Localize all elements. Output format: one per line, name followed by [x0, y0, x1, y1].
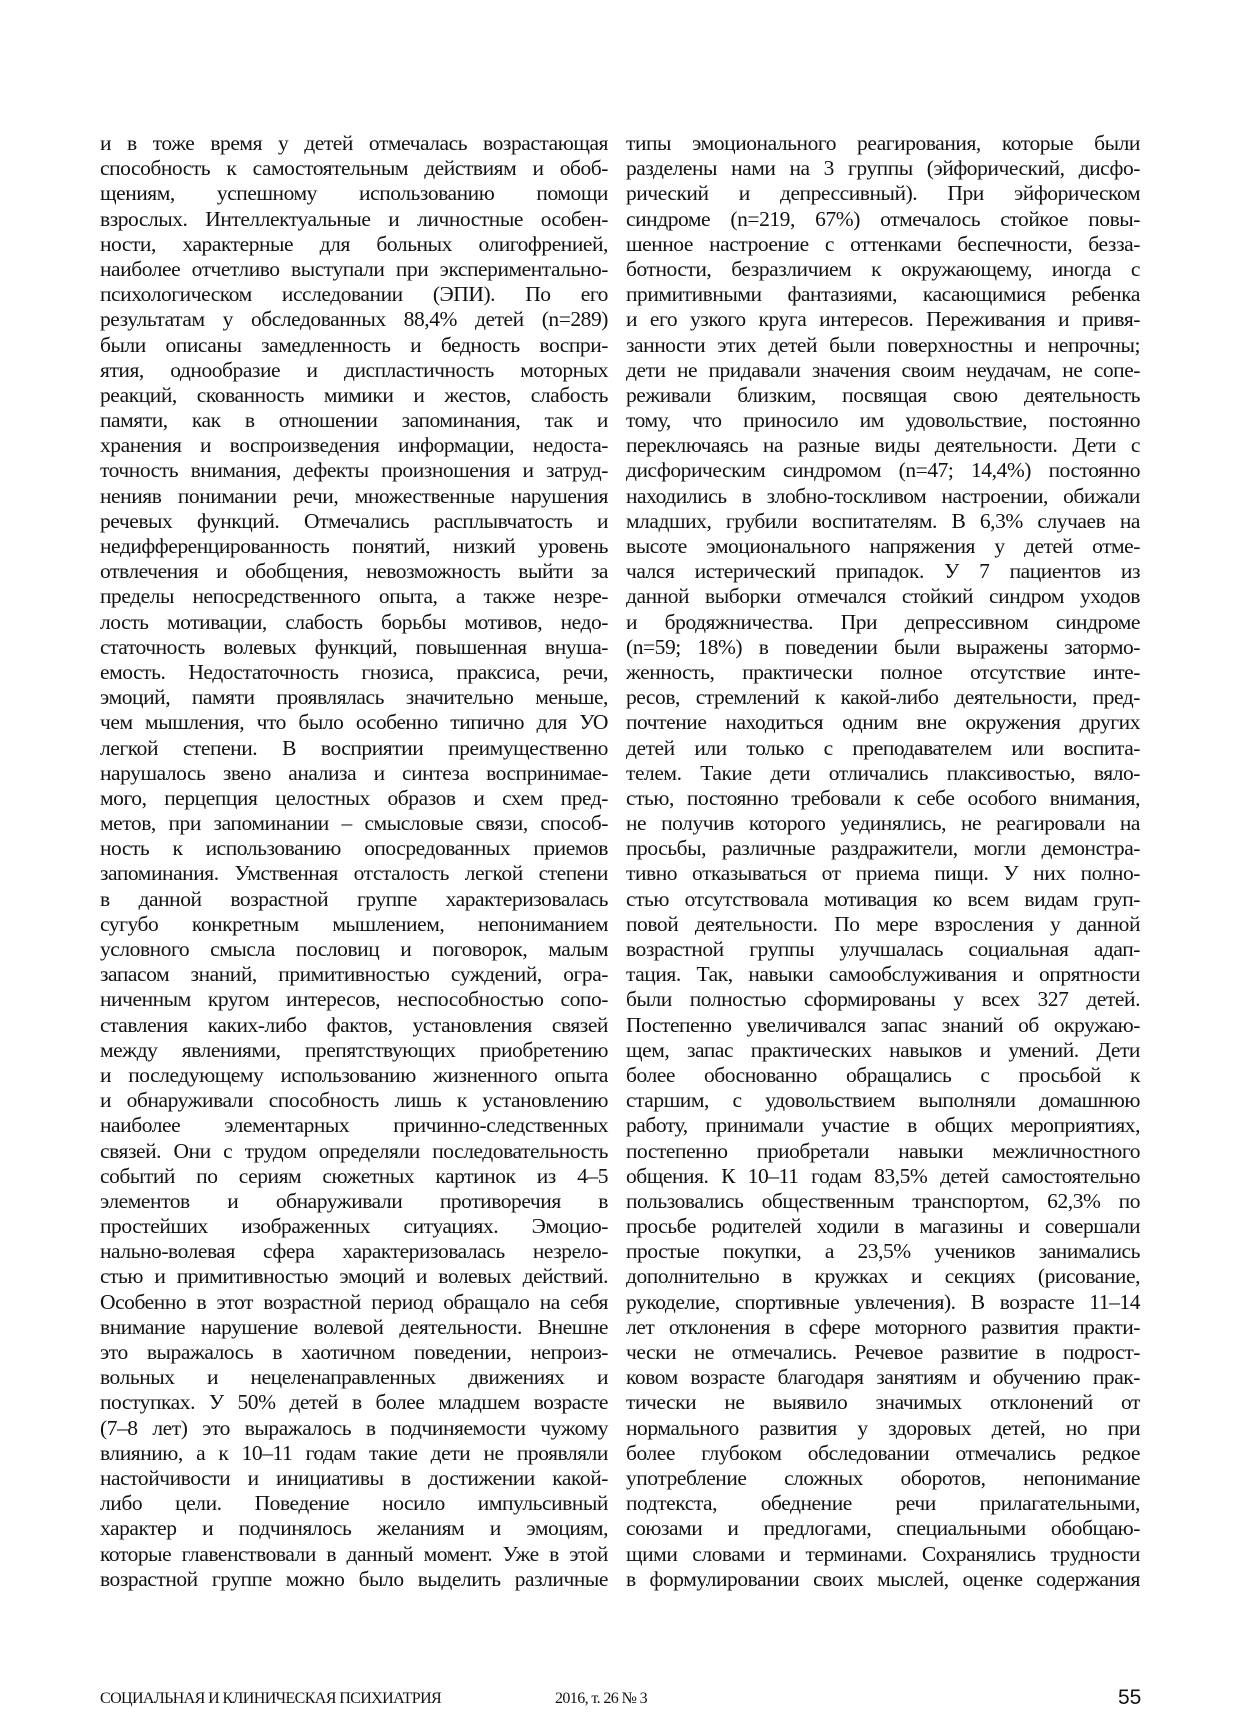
text-line: запоминания. Умственная отсталость легкой степени [100, 861, 608, 886]
text-line: которые главенствовали в данный момент. Уже в этой [100, 1541, 608, 1566]
text-line: дополнительно в кружках и секциях (рисование, [626, 1264, 1140, 1289]
text-line: ресов, стремлений к какой-либо деятельности, пред- [626, 685, 1140, 710]
text-line: ниченным кругом интересов, неспособностью сопо- [100, 987, 608, 1012]
text-line: пользовались общественным транспортом, 62,3% по [626, 1188, 1140, 1213]
text-line: статочность волевых функций, повышенная внуша- [100, 634, 608, 659]
text-line: стью и примитивностью эмоций и волевых действий. [100, 1264, 608, 1289]
text-line: тация. Так, навыки самообслуживания и опрятности [626, 962, 1140, 987]
text-line: ятия, однообразие и диспластичность моторных [100, 357, 608, 382]
text-line: нально-волевая сфера характеризовалась незрело- [100, 1239, 608, 1264]
text-line: чался истерический припадок. У 7 пациентов из [626, 559, 1140, 584]
text-line: союзами и предлогами, специальными обобщаю- [626, 1516, 1140, 1541]
text-line: и бродяжничества. При депрессивном синдроме [626, 609, 1140, 634]
text-line: женность, практически полное отсутствие инте- [626, 659, 1140, 684]
text-line: постепенно приобретали навыки межличностного [626, 1138, 1140, 1163]
text-line: детей или только с преподавателем или воспита- [626, 735, 1140, 760]
text-line: дисфорическим синдромом (n=47; 14,4%) постоянно [626, 458, 1140, 483]
text-line: ковом возрасте благодаря занятиям и обучению прак- [626, 1365, 1140, 1390]
text-line: эмоций, памяти проявлялась значительно меньше, [100, 685, 608, 710]
text-line: емость. Недостаточность гнозиса, праксиса, речи, [100, 659, 608, 684]
text-line: условного смысла пословиц и поговорок, малым [100, 937, 608, 961]
text-line: простейших изображенных ситуациях. Эмоцио- [100, 1214, 608, 1239]
text-line: метов, при запоминании – смысловые связи, способ- [100, 811, 608, 836]
text-line: повой деятельности. По мере взросления у данной [626, 911, 1140, 936]
text-line: находились в злобно-тоскливом настроении, обижали [626, 483, 1140, 508]
text-line: дети не придавали значения своим неудачам, не сопе- [626, 357, 1140, 382]
text-line: лет отклонения в сфере моторного развития практи- [626, 1314, 1140, 1339]
text-line: ности, характерные для больных олигофренией, [100, 231, 608, 256]
text-line: шенное настроение с оттенками беспечности, безза- [626, 231, 1140, 256]
text-line: ботности, безразличием к окружающему, иногда с [626, 256, 1140, 281]
text-line: не получив которого уединялись, не реагировали на [626, 811, 1140, 836]
text-line: тически не выявило значимых отклонений от [626, 1390, 1140, 1415]
text-line: ненияв понимании речи, множественные нарушения [100, 483, 608, 508]
text-line: младших, грубили воспитателям. В 6,3% случаев на [626, 508, 1140, 533]
text-line: точность внимания, дефекты произношения и затруд- [100, 458, 608, 483]
text-line: возрастной группы улучшалась социальная адап- [626, 937, 1140, 961]
text-line: типы эмоционального реагирования, которые были [626, 131, 1140, 155]
text-line: реакций, скованность мимики и жестов, слабость [100, 382, 608, 407]
text-line: синдроме (n=219, 67%) отмечалось стойкое повы- [626, 206, 1140, 231]
text-line: примитивными фантазиями, касающимися ребенка [626, 282, 1140, 307]
page-number: 55 [1118, 1686, 1142, 1709]
text-line: психологическом исследовании (ЭПИ). По его [100, 282, 608, 307]
text-line: употребление сложных оборотов, непонимание [626, 1465, 1140, 1490]
text-column-right [626, 131, 1140, 1592]
text-line: отвлечения и обобщения, невозможность выйти за [100, 559, 608, 584]
text-column-left [100, 131, 608, 1592]
text-line: либо цели. Поведение носило импульсивный [100, 1491, 608, 1516]
text-line: общения. К 10–11 годам 83,5% детей самостоятельно [626, 1163, 1140, 1188]
text-line: высоте эмоционального напряжения у детей отме- [626, 534, 1140, 558]
text-line: настойчивости и инициативы в достижении какой- [100, 1465, 608, 1490]
text-line: щими словами и терминами. Сохранялись трудности [626, 1541, 1140, 1566]
text-line: Постепенно увеличивался запас знаний об окружаю- [626, 1012, 1140, 1037]
text-line: ставления каких-либо фактов, установления связей [100, 1012, 608, 1037]
text-line: в данной возрастной группе характеризовалась [100, 886, 608, 911]
text-line: наиболее элементарных причинно-следственных [100, 1113, 608, 1138]
journal-title: СОЦИАЛЬНАЯ И КЛИНИЧЕСКАЯ ПСИХИАТРИЯ [100, 1690, 442, 1707]
text-line: возрастной группе можно было выделить различные [100, 1566, 608, 1591]
text-line: старшим, с удовольствием выполняли домашнюю [626, 1088, 1140, 1113]
text-line: и в тоже время у детей отмечалась возрастающая [100, 131, 608, 155]
text-line: переключаясь на разные виды деятельности. Дети с [626, 433, 1140, 458]
text-line: пределы непосредственного опыта, а также незре- [100, 584, 608, 609]
text-line: щем, запас практических навыков и умений. Дети [626, 1037, 1140, 1062]
text-line: более обоснованно обращались с просьбой к [626, 1062, 1140, 1087]
text-line: и обнаруживали способность лишь к установлению [100, 1088, 608, 1113]
text-line: стью, постоянно требовали к себе особого внимания, [626, 785, 1140, 810]
text-line: событий по сериям сюжетных картинок из 4–5 [100, 1163, 608, 1188]
text-line: щениям, успешному использованию помощи [100, 181, 608, 206]
text-line: это выражалось в хаотичном поведении, непроиз- [100, 1340, 608, 1364]
text-line: вольных и нецеленаправленных движениях и [100, 1365, 608, 1390]
text-line: недифференцированность понятий, низкий уровень [100, 534, 608, 558]
text-line: и его узкого круга интересов. Переживания и привя- [626, 307, 1140, 332]
text-line: нормального развития у здоровых детей, но при [626, 1415, 1140, 1440]
text-line: элементов и обнаруживали противоречия в [100, 1188, 608, 1213]
text-line: характер и подчинялось желаниям и эмоциям, [100, 1516, 608, 1541]
text-line: работу, принимали участие в общих мероприятиях, [626, 1113, 1140, 1138]
text-line: хранения и воспроизведения информации, недоста- [100, 433, 608, 458]
text-line: просьбе родителей ходили в магазины и совершали [626, 1214, 1140, 1239]
journal-issue: 2016, т. 26 № 3 [555, 1690, 648, 1707]
text-line: были описаны замедленность и бедность воспри- [100, 332, 608, 357]
text-line: стью отсутствовала мотивация ко всем видам груп- [626, 886, 1140, 911]
text-line: разделены нами на 3 группы (эйфорический, дисфо- [626, 156, 1140, 181]
text-line: памяти, как в отношении запоминания, так и [100, 408, 608, 433]
text-line: связей. Они с трудом определяли последовательность [100, 1138, 608, 1163]
text-line: занности этих детей были поверхностны и непрочны; [626, 332, 1140, 357]
text-line: простые покупки, а 23,5% учеников занимались [626, 1239, 1140, 1264]
text-line: в формулировании своих мыслей, оценке содержания [626, 1566, 1140, 1591]
text-line: сугубо конкретным мышлением, непониманием [100, 911, 608, 936]
text-line: рукоделие, спортивные увлечения). В возрасте 11–14 [626, 1289, 1140, 1314]
text-line: поступках. У 50% детей в более младшем возрасте [100, 1390, 608, 1415]
text-line: и последующему использованию жизненного опыта [100, 1062, 608, 1087]
text-line: просьбы, различные раздражители, могли демонстра- [626, 836, 1140, 861]
text-line: рический и депрессивный). При эйфорическом [626, 181, 1140, 206]
text-line: между явлениями, препятствующих приобретению [100, 1037, 608, 1062]
text-line: результатам у обследованных 88,4% детей (n=289) [100, 307, 608, 332]
text-line: чески не отмечались. Речевое развитие в подрост- [626, 1340, 1140, 1364]
text-line: взрослых. Интеллектуальные и личностные особен- [100, 206, 608, 231]
text-line: более глубоком обследовании отмечались редкое [626, 1440, 1140, 1465]
text-line: чем мышления, что было особенно типично для УО [100, 710, 608, 735]
text-line: ность к использованию опосредованных приемов [100, 836, 608, 861]
text-line: внимание нарушение волевой деятельности. Внешне [100, 1314, 608, 1339]
text-line: подтекста, обеднение речи прилагательными, [626, 1491, 1140, 1516]
text-line: влиянию, а к 10–11 годам такие дети не проявляли [100, 1440, 608, 1465]
text-line: мого, перцепция целостных образов и схем пред- [100, 785, 608, 810]
text-line: лость мотивации, слабость борьбы мотивов, недо- [100, 609, 608, 634]
text-line: запасом знаний, примитивностью суждений, огра- [100, 962, 608, 987]
text-line: тому, что приносило им удовольствие, постоянно [626, 408, 1140, 433]
text-line: (n=59; 18%) в поведении были выражены затормо- [626, 634, 1140, 659]
text-line: способность к самостоятельным действиям и обоб- [100, 156, 608, 181]
text-line: тивно отказываться от приема пищи. У них полно- [626, 861, 1140, 886]
text-line: наиболее отчетливо выступали при экспериментально- [100, 256, 608, 281]
text-line: Особенно в этот возрастной период обращало на себя [100, 1289, 608, 1314]
text-line: почтение находиться одним вне окружения других [626, 710, 1140, 735]
text-line: были полностью сформированы у всех 327 детей. [626, 987, 1140, 1012]
text-line: данной выборки отмечался стойкий синдром уходов [626, 584, 1140, 609]
text-line: нарушалось звено анализа и синтеза воспринимае- [100, 760, 608, 785]
text-line: телем. Такие дети отличались плаксивостью, вяло- [626, 760, 1140, 785]
text-line: легкой степени. В восприятии преимущественно [100, 735, 608, 760]
text-line: (7–8 лет) это выражалось в подчиняемости чужому [100, 1415, 608, 1440]
text-line: реживали близким, посвящая свою деятельность [626, 382, 1140, 407]
text-line: речевых функций. Отмечались расплывчатость и [100, 508, 608, 533]
